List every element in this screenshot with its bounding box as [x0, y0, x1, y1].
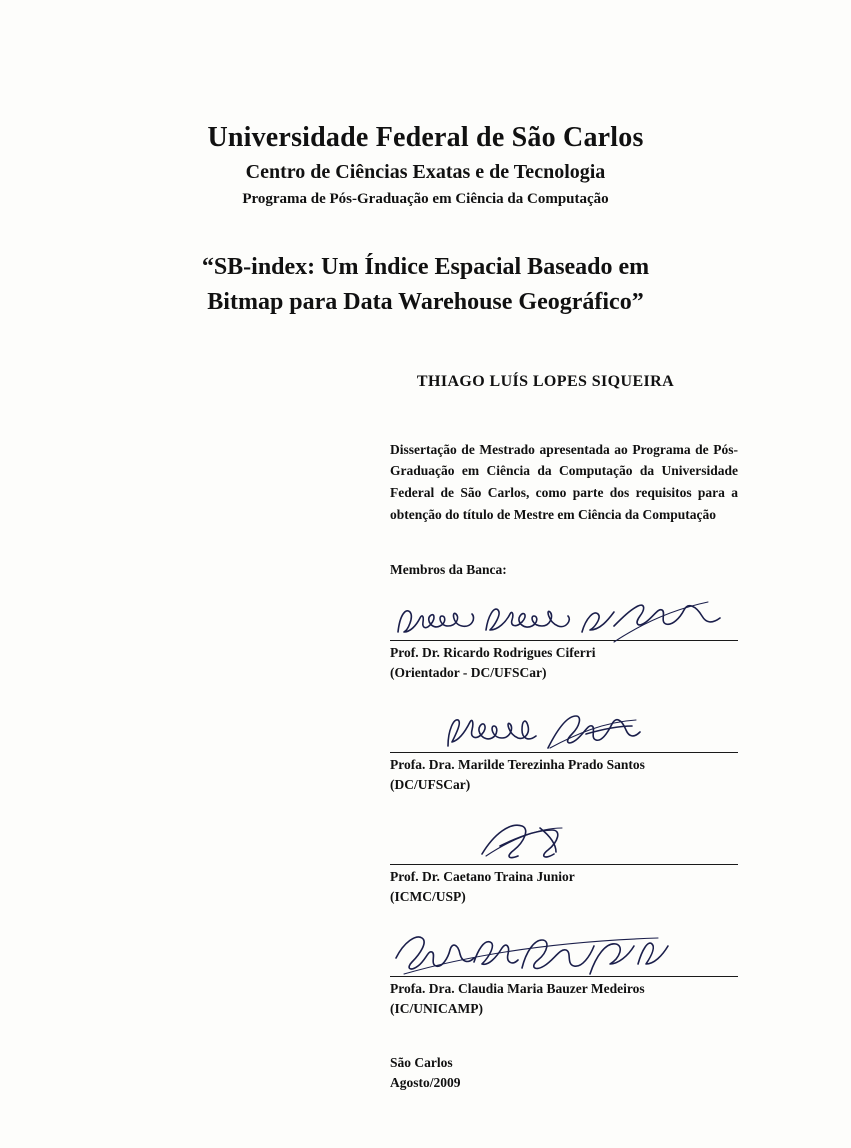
committee-member — [390, 932, 738, 1018]
committee-member-name: Prof. Dr. Ricardo Rodrigues Ciferri — [390, 645, 596, 661]
committee-member-affiliation: (Orientador - DC/UFSCar) — [390, 664, 547, 680]
institution-header — [0, 0, 851, 208]
committee-member-affiliation: (ICMC/USP) — [390, 888, 466, 904]
handwritten-signature-icon — [390, 592, 738, 644]
program-name: Programa de Pós-Graduação em Ciência da Computação — [242, 191, 609, 208]
university-name: Universidade Federal de São Carlos — [207, 122, 644, 153]
handwritten-signature-icon — [390, 816, 738, 868]
committee-label: Membros da Banca: — [390, 562, 507, 578]
signature-rule — [390, 640, 738, 641]
handwritten-signature-icon — [390, 704, 738, 756]
signature-area — [390, 820, 738, 864]
signature-area — [390, 932, 738, 976]
center-name: Centro de Ciências Exatas e de Tecnologia — [245, 161, 606, 184]
title-line-1: “SB-index: Um Índice Espacial Baseado em — [201, 254, 650, 281]
author-name: THIAGO LUÍS LOPES SIQUEIRA — [416, 372, 675, 390]
signature-area — [390, 708, 738, 752]
committee-member — [390, 820, 738, 906]
committee-member-name: Profa. Dra. Marilde Terezinha Prado Santos — [390, 757, 645, 773]
signature-rule — [390, 864, 738, 865]
committee-list — [390, 596, 738, 1019]
committee-member-name: Profa. Dra. Claudia Maria Bauzer Medeiros — [390, 981, 645, 997]
signature-area — [390, 596, 738, 640]
committee-member — [390, 708, 738, 794]
footer-date: Agosto/2009 — [390, 1074, 461, 1090]
signature-rule — [390, 976, 738, 977]
committee-member — [390, 596, 738, 682]
footer-city: São Carlos — [390, 1054, 453, 1070]
committee-member-affiliation: (DC/UFSCar) — [390, 776, 471, 792]
thesis-statement-block — [390, 439, 738, 1019]
title-line-2: Bitmap para Data Warehouse Geográfico” — [207, 288, 644, 315]
thesis-title — [0, 250, 851, 318]
committee-member-affiliation: (IC/UNICAMP) — [390, 1000, 483, 1016]
thesis-statement-text: Dissertação de Mestrado apresentada ao Programa de Pós-Graduação em Ciência da Computação da Universidade Federal de São Carlos, como parte dos requisitos para a obtenção do título de Mestre em Ciência da Computação — [390, 441, 738, 523]
committee-member-name: Prof. Dr. Caetano Traina Junior — [390, 869, 575, 885]
handwritten-signature-icon — [390, 928, 738, 980]
signature-rule — [390, 752, 738, 753]
document-footer — [390, 1053, 851, 1094]
